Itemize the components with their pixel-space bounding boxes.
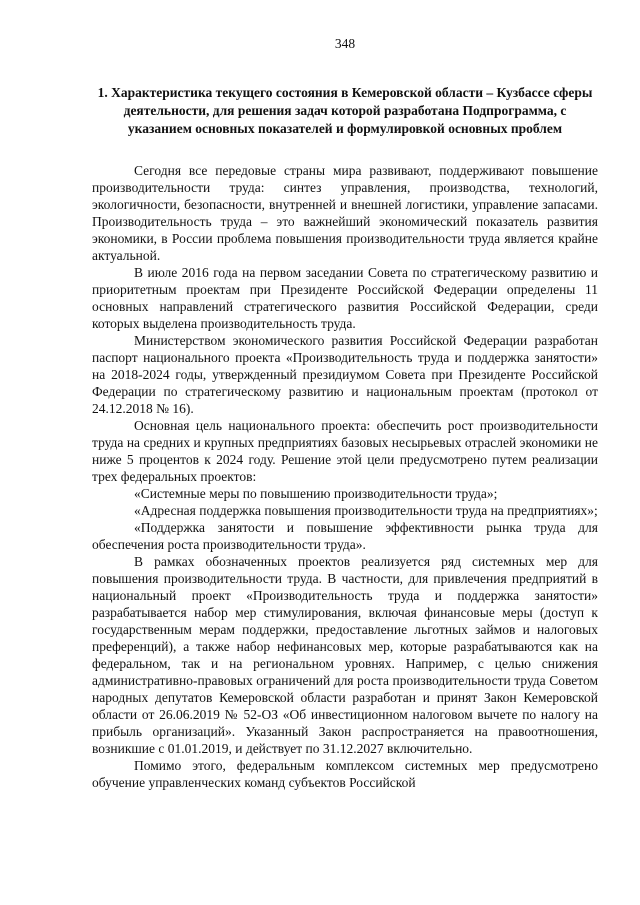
paragraph-4: Основная цель национального проекта: обеспечить рост производительности труда на средних и крупных предприятиях базовых несырьевых отраслей экономики не ниже 5 процентов к 2024 году. Решение этой цели предусмотрено путем реализации трех федеральных проектов: — [92, 418, 598, 484]
project-item-2: «Адресная поддержка повышения производительности труда на предприятиях»; — [134, 503, 598, 518]
section-title: 1. Характеристика текущего состояния в Кемеровской области – Кузбассе сферы деятельности, для решения задач которой разработана Подпрограмма, с указанием основных показателей и формулировкой основных проблем — [97, 85, 593, 136]
paragraph-1: Сегодня все передовые страны мира развивают, поддерживают повышение производительности труда: синтез управления, производства, технологий, экологичности, безопасности, внутренней и внешней логистики, управление запасами. Производительность труда – это важнейший экономический показатель развития экономики, в России проблема повышения производительности труда является крайне актуальной. — [92, 163, 598, 263]
paragraph-5: В рамках обозначенных проектов реализуется ряд системных мер для повышения производительности труда. В частности, для привлечения предприятий в национальный проект «Производительность труда и поддержка занятости» разрабатывается набор мер стимулирования, включая финансовые меры (доступ к государственным мерам поддержки, предоставление льготных займов и налоговых преференций), а также набор нефинансовых мер, которые разрабатываются как на федеральном, так и на региональном уровнях. Например, с целью снижения административно-правовых ограничений для роста производительности труда Советом народных депутатов Кемеровской области разработан и принят Закон Кемеровской области от 26.06.2019 № 52-ОЗ «Об инвестиционном налоговом вычете по налогу на прибыль организаций». Указанный Закон распространяется на правоотношения, возникшие с 01.01.2019, и действует по 31.12.2027 включительно. — [92, 554, 598, 756]
paragraph-2: В июле 2016 года на первом заседании Совета по стратегическому развитию и приоритетным проектам при Президенте Российской Федерации определены 11 основных направлений стратегического развития Российской Федерации, среди которых выделена производительность труда. — [92, 265, 598, 331]
project-item-1: «Системные меры по повышению производительности труда»; — [134, 486, 498, 501]
page-number: 348 — [334, 36, 356, 51]
paragraph-6: Помимо этого, федеральным комплексом системных мер предусмотрено обучение управленческих команд субъектов Российской — [92, 758, 598, 790]
body-text — [92, 162, 598, 791]
paragraph-3: Министерством экономического развития Российской Федерации разработан паспорт национального проекта «Производительность труда и поддержка занятости» на 2018-2024 годы, утвержденный президиумом Совета при Президенте Российской Федерации по стратегическому развитию и национальным проектам (протокол от 24.12.2018 № 16). — [92, 333, 598, 416]
project-item-3: «Поддержка занятости и повышение эффективности рынка труда для обеспечения роста производительности труда». — [92, 520, 598, 552]
